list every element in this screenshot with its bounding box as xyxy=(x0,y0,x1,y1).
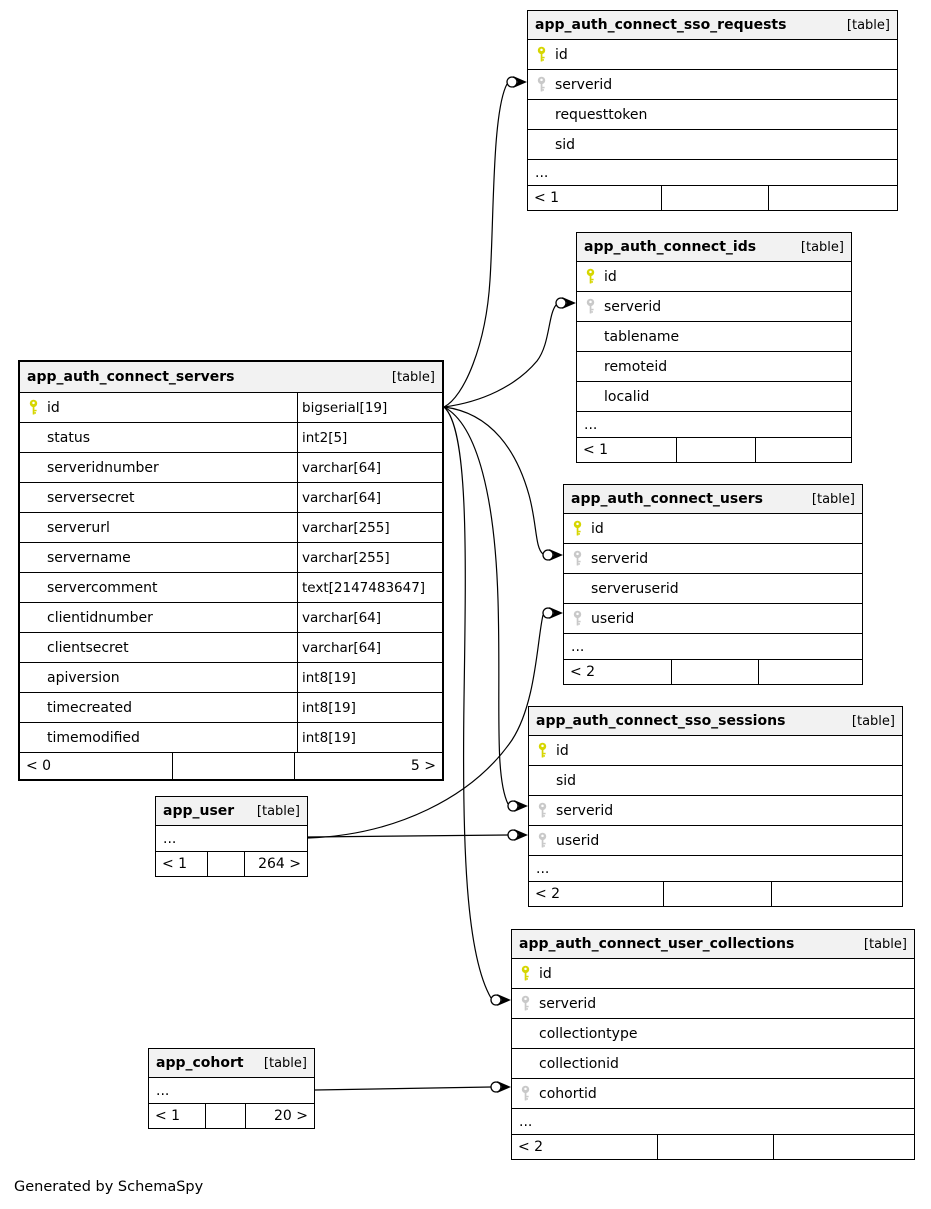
column-type: int8[19] xyxy=(297,723,442,752)
footer-right-cell xyxy=(768,186,897,210)
table-footer xyxy=(528,186,897,210)
table-tag: [table] xyxy=(800,239,844,255)
column-row-clientidnumber xyxy=(20,603,442,633)
column-row-serverurl xyxy=(20,513,442,543)
column-row-serverid xyxy=(512,989,914,1019)
column-name: serverurl xyxy=(47,519,110,536)
column-name: serveruserid xyxy=(591,580,679,597)
foreign-key-icon xyxy=(571,550,584,567)
key-cell xyxy=(20,399,47,416)
key-cell xyxy=(577,298,604,315)
more-columns-ellipsis: ... xyxy=(564,634,862,660)
primary-key-icon xyxy=(535,46,548,63)
foreign-key-icon xyxy=(535,76,548,93)
footer-middle-cell xyxy=(671,660,757,684)
primary-key-icon xyxy=(27,399,40,416)
table-app_user[interactable] xyxy=(155,796,308,877)
more-columns-ellipsis: ... xyxy=(528,160,897,186)
table-title[interactable]: app_auth_connect_users xyxy=(571,491,763,507)
key-cell xyxy=(512,1085,539,1102)
table-header xyxy=(156,797,307,826)
footer-left-cell: < 1 xyxy=(162,856,188,872)
table-footer xyxy=(577,438,851,462)
column-name: tablename xyxy=(604,328,680,345)
column-type: varchar[255] xyxy=(297,513,442,542)
table-title[interactable]: app_auth_connect_ids xyxy=(584,239,757,255)
table-footer xyxy=(149,1104,314,1128)
column-type: int2[5] xyxy=(297,423,442,452)
table-title[interactable]: app_user xyxy=(163,803,235,819)
table-app_auth_connect_sso_requests[interactable] xyxy=(527,10,898,211)
table-header xyxy=(512,930,914,959)
column-row-localid xyxy=(577,382,851,412)
generated-by-note: Generated by SchemaSpy xyxy=(14,1179,204,1195)
column-name: cohortid xyxy=(539,1085,597,1102)
column-type: varchar[255] xyxy=(297,543,442,572)
foreign-key-icon xyxy=(584,298,597,315)
footer-middle-cell xyxy=(657,1135,774,1159)
primary-key-icon xyxy=(519,965,532,982)
column-row-serverid xyxy=(528,70,897,100)
table-app_auth_connect_ids[interactable] xyxy=(576,232,852,463)
footer-left-cell: < 0 xyxy=(26,758,52,774)
table-app_auth_connect_users[interactable] xyxy=(563,484,863,685)
column-name: sid xyxy=(556,772,577,789)
footer-left-cell: < 2 xyxy=(535,886,561,902)
primary-key-icon xyxy=(571,520,584,537)
column-name: serverid xyxy=(555,76,613,93)
key-cell xyxy=(512,965,539,982)
column-name: apiversion xyxy=(47,669,120,686)
key-cell xyxy=(577,268,604,285)
table-tag: [table] xyxy=(851,713,895,729)
column-name: timecreated xyxy=(47,699,132,716)
column-type: int8[19] xyxy=(297,693,442,722)
column-name: userid xyxy=(591,610,635,627)
column-name: servercomment xyxy=(47,579,158,596)
column-row-requesttoken xyxy=(528,100,897,130)
footer-left-cell: < 1 xyxy=(534,190,560,206)
foreign-key-icon xyxy=(519,1085,532,1102)
table-tag: [table] xyxy=(263,1055,307,1071)
footer-middle-cell xyxy=(207,852,243,876)
more-columns-ellipsis: ... xyxy=(529,856,902,882)
table-footer xyxy=(156,852,307,876)
column-name: id xyxy=(556,742,569,759)
column-row-serversecret xyxy=(20,483,442,513)
column-name: serverid xyxy=(556,802,614,819)
footer-middle-cell xyxy=(663,882,771,906)
column-name: serverid xyxy=(591,550,649,567)
footer-middle-cell xyxy=(661,186,768,210)
column-row-serveruserid xyxy=(564,574,862,604)
column-row-id xyxy=(20,393,442,423)
column-row-id xyxy=(577,262,851,292)
column-name: sid xyxy=(555,136,576,153)
column-name: collectionid xyxy=(539,1055,619,1072)
column-row-serveridnumber xyxy=(20,453,442,483)
column-row-timemodified xyxy=(20,723,442,753)
more-columns-ellipsis: ... xyxy=(156,826,307,852)
table-app_auth_connect_user_collections[interactable] xyxy=(511,929,915,1160)
footer-left-cell: < 1 xyxy=(155,1108,181,1124)
column-row-serverid xyxy=(529,796,902,826)
column-name: id xyxy=(47,399,60,416)
column-name: id xyxy=(604,268,617,285)
column-name: servername xyxy=(47,549,131,566)
column-row-servername xyxy=(20,543,442,573)
table-tag: [table] xyxy=(256,803,300,819)
column-name: clientsecret xyxy=(47,639,129,656)
more-columns-ellipsis: ... xyxy=(149,1078,314,1104)
footer-middle-cell xyxy=(676,438,755,462)
column-row-serverid xyxy=(564,544,862,574)
footer-left-cell: < 1 xyxy=(583,442,609,458)
column-row-id xyxy=(564,514,862,544)
table-footer xyxy=(512,1135,914,1159)
column-row-serverid xyxy=(577,292,851,322)
column-row-sid xyxy=(529,766,902,796)
primary-key-icon xyxy=(536,742,549,759)
column-row-collectiontype xyxy=(512,1019,914,1049)
table-header xyxy=(528,11,897,40)
column-type: varchar[64] xyxy=(297,453,442,482)
column-row-tablename xyxy=(577,322,851,352)
key-cell xyxy=(529,832,556,849)
column-name: remoteid xyxy=(604,358,668,375)
footer-middle-cell xyxy=(205,1104,245,1128)
column-name: localid xyxy=(604,388,650,405)
column-name: timemodified xyxy=(47,729,140,746)
column-name: userid xyxy=(556,832,600,849)
column-name: status xyxy=(47,429,91,446)
table-header xyxy=(149,1049,314,1078)
footer-middle-cell xyxy=(172,753,294,779)
key-cell xyxy=(512,995,539,1012)
column-row-userid xyxy=(529,826,902,856)
column-name: serveridnumber xyxy=(47,459,159,476)
table-title[interactable]: app_auth_connect_sso_requests xyxy=(535,17,787,33)
footer-left-cell: < 2 xyxy=(518,1139,544,1155)
column-row-userid xyxy=(564,604,862,634)
table-header xyxy=(577,233,851,262)
table-title[interactable]: app_cohort xyxy=(156,1055,244,1071)
table-title[interactable]: app_auth_connect_user_collections xyxy=(519,936,795,952)
foreign-key-icon xyxy=(571,610,584,627)
footer-right-cell xyxy=(755,438,851,462)
column-name: clientidnumber xyxy=(47,609,153,626)
column-row-status xyxy=(20,423,442,453)
key-cell xyxy=(529,802,556,819)
column-name: id xyxy=(539,965,552,982)
table-app_auth_connect_sso_sessions[interactable] xyxy=(528,706,903,907)
key-cell xyxy=(564,520,591,537)
column-row-remoteid xyxy=(577,352,851,382)
table-title[interactable]: app_auth_connect_servers xyxy=(27,369,235,385)
table-tag: [table] xyxy=(863,936,907,952)
column-name: id xyxy=(555,46,568,63)
table-footer xyxy=(564,660,862,684)
table-tag: [table] xyxy=(846,17,890,33)
foreign-key-icon xyxy=(519,995,532,1012)
table-footer xyxy=(529,882,902,906)
column-row-timecreated xyxy=(20,693,442,723)
column-type: varchar[64] xyxy=(297,633,442,662)
table-app_cohort[interactable] xyxy=(148,1048,315,1129)
table-header xyxy=(529,707,902,736)
column-row-apiversion xyxy=(20,663,442,693)
column-type: text[2147483647] xyxy=(297,573,442,602)
table-header xyxy=(20,362,442,393)
column-type: varchar[64] xyxy=(297,603,442,632)
table-app_auth_connect_servers[interactable] xyxy=(18,360,444,781)
column-row-id xyxy=(529,736,902,766)
key-cell xyxy=(564,610,591,627)
column-type: int8[19] xyxy=(297,663,442,692)
foreign-key-icon xyxy=(536,832,549,849)
footer-right-cell xyxy=(771,882,902,906)
table-tag: [table] xyxy=(811,491,855,507)
table-title[interactable]: app_auth_connect_sso_sessions xyxy=(536,713,786,729)
footer-right-cell: 20 > xyxy=(245,1104,314,1128)
column-row-id xyxy=(528,40,897,70)
column-row-clientsecret xyxy=(20,633,442,663)
column-name: serverid xyxy=(539,995,597,1012)
table-tag: [table] xyxy=(391,369,435,385)
table-footer xyxy=(20,753,442,779)
key-cell xyxy=(528,46,555,63)
footer-right-cell xyxy=(758,660,862,684)
footer-right-cell: 264 > xyxy=(244,852,307,876)
column-row-servercomment xyxy=(20,573,442,603)
footer-left-cell: < 2 xyxy=(570,664,596,680)
column-type: bigserial[19] xyxy=(297,393,442,422)
column-row-sid xyxy=(528,130,897,160)
footer-right-cell: 5 > xyxy=(294,753,442,779)
column-type: varchar[64] xyxy=(297,483,442,512)
column-name: id xyxy=(591,520,604,537)
column-name: requesttoken xyxy=(555,106,648,123)
column-name: collectiontype xyxy=(539,1025,638,1042)
key-cell xyxy=(564,550,591,567)
column-row-collectionid xyxy=(512,1049,914,1079)
foreign-key-icon xyxy=(536,802,549,819)
more-columns-ellipsis: ... xyxy=(512,1109,914,1135)
key-cell xyxy=(528,76,555,93)
footer-right-cell xyxy=(773,1135,914,1159)
column-name: serverid xyxy=(604,298,662,315)
more-columns-ellipsis: ... xyxy=(577,412,851,438)
table-header xyxy=(564,485,862,514)
key-cell xyxy=(529,742,556,759)
column-name: serversecret xyxy=(47,489,135,506)
column-row-id xyxy=(512,959,914,989)
column-row-cohortid xyxy=(512,1079,914,1109)
primary-key-icon xyxy=(584,268,597,285)
